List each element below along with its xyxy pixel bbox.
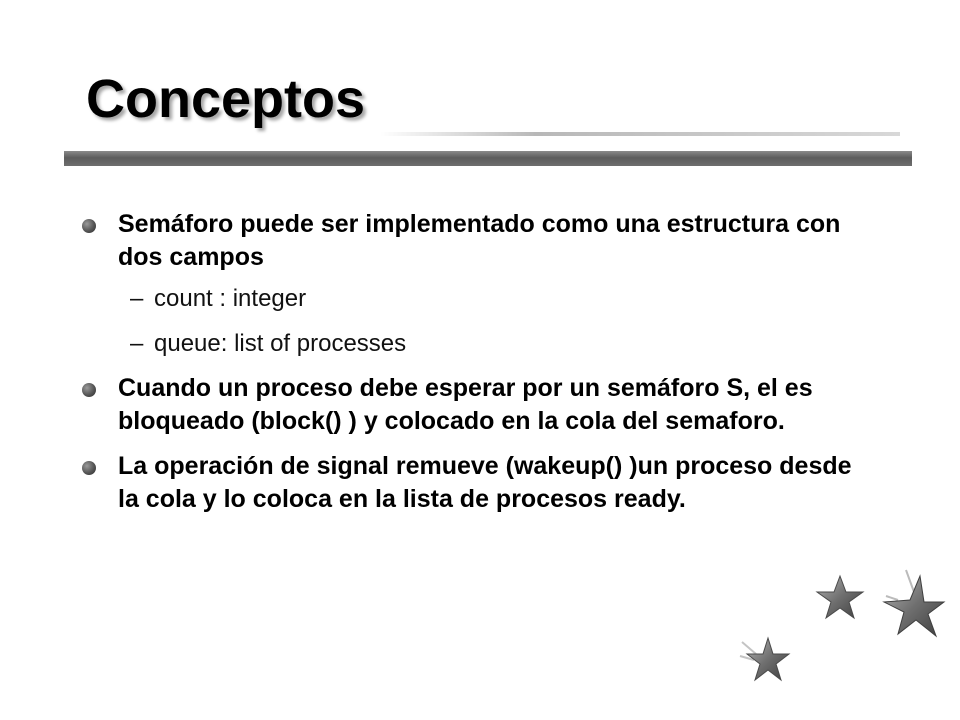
bullet-item [80, 208, 870, 360]
dash-marker: – [130, 285, 144, 312]
slide-title: Conceptos [86, 69, 366, 129]
sub-bullet-item [118, 282, 870, 315]
sub-bullet-text: queue: list of processes [154, 330, 407, 357]
sub-bullet-item [118, 327, 870, 360]
bullet-item [80, 450, 870, 516]
bullet-list [80, 208, 870, 516]
bullet-text: La operación de signal remueve (wakeup() )un proceso desde la cola y lo coloca en la lista de procesos ready. [118, 452, 852, 513]
star-icon [740, 638, 789, 680]
star-icon [817, 576, 863, 618]
bullet-text: Cuando un proceso debe esperar por un semáforo S, el es bloqueado (block() ) y colocado en la cola del semaforo. [118, 374, 813, 435]
bullet-dot-icon [82, 461, 96, 475]
bullet-text: Semáforo puede ser implementado como una estructura con dos campos [118, 210, 841, 271]
title-divider-bar [64, 151, 912, 166]
title-underline-highlight [380, 132, 900, 136]
sub-bullet-list [118, 282, 870, 360]
decorative-stars [720, 556, 960, 720]
bullet-dot-icon [82, 219, 96, 233]
dash-marker: – [130, 330, 144, 357]
bullet-item [80, 372, 870, 438]
star-icon [884, 570, 944, 636]
sub-bullet-text: count : integer [154, 285, 307, 312]
bullet-dot-icon [82, 383, 96, 397]
